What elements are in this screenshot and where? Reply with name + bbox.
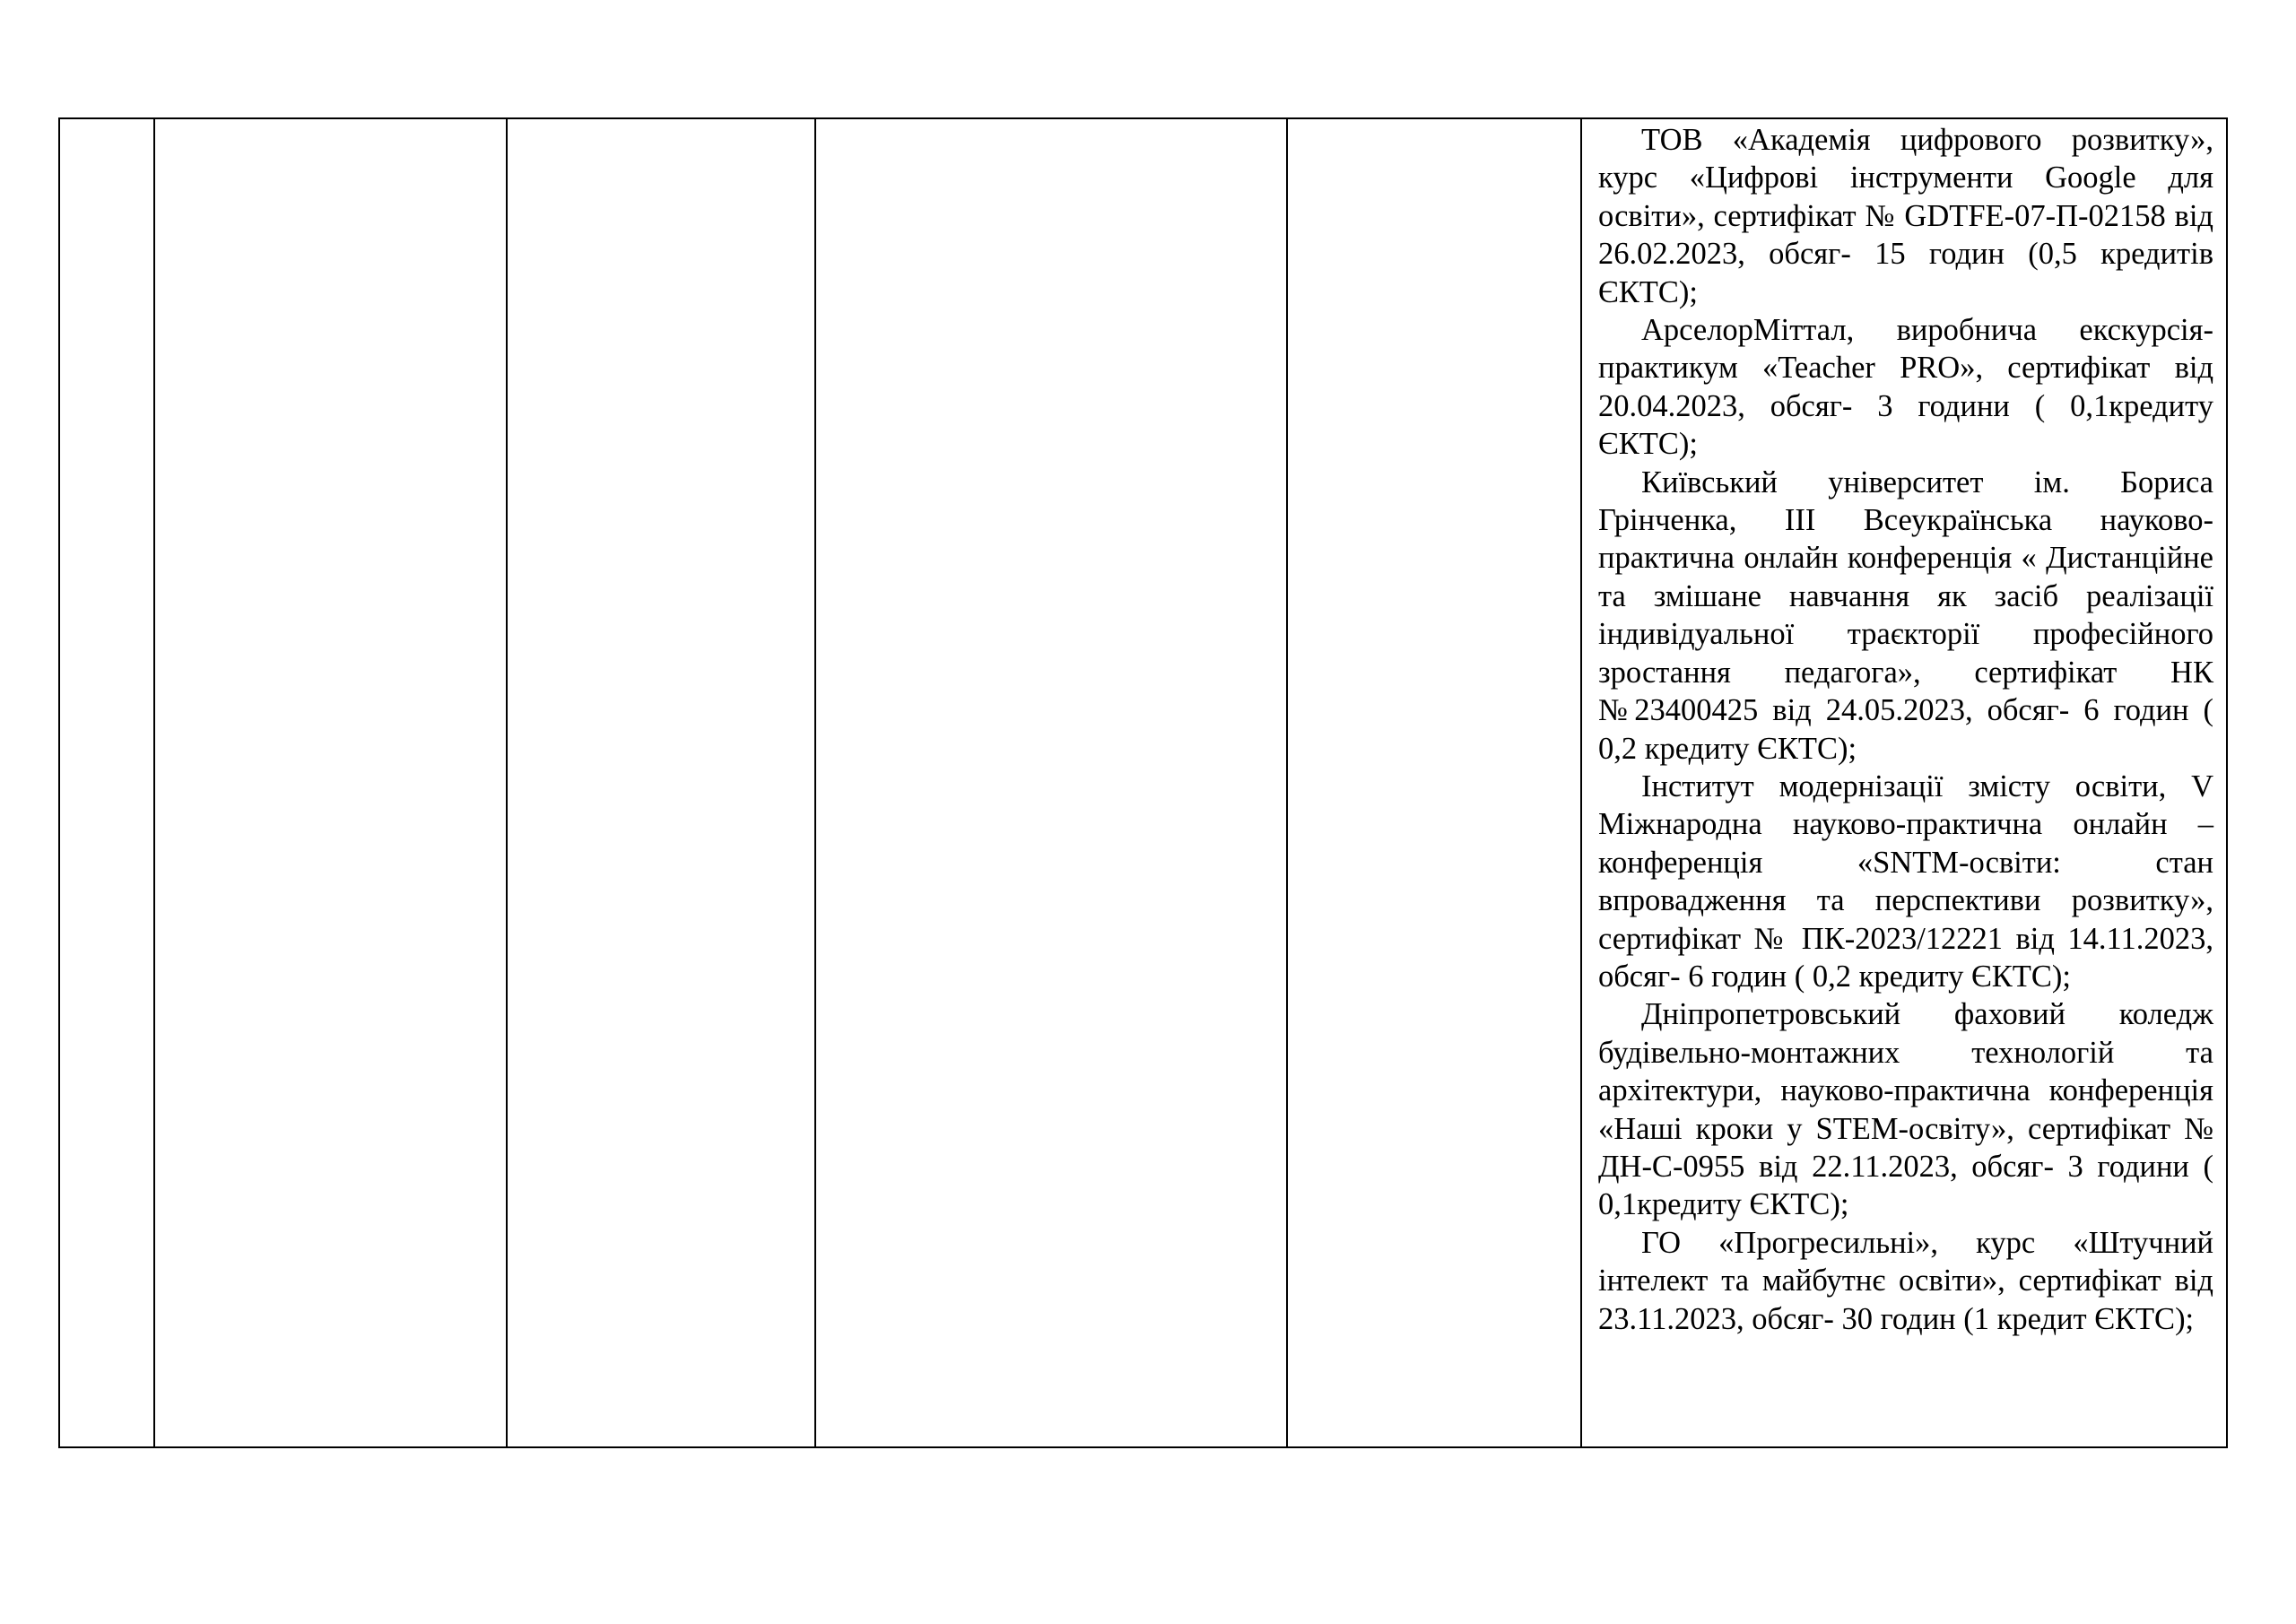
table-row bbox=[59, 118, 2227, 1447]
table-cell-experience bbox=[1287, 118, 1581, 1447]
table-cell-qualification-entries bbox=[1581, 118, 2227, 1447]
table-cell-position bbox=[507, 118, 815, 1447]
table-cell-education bbox=[815, 118, 1287, 1447]
list-item: Інститут модернізації змісту освіти, V Міжнародна науково-практична онлайн – конференція «SNTM-освіти: стан впровадження та перспективи розвитку», сертифікат № ПК-2023/12221 від 14.11.2023, обсяг- 6 годин ( 0,2 кредиту ЄКТС); bbox=[1598, 769, 2213, 994]
list-item: ГО «Прогресильні», курс «Штучний інтелект та майбутнє освіти», сертифікат від 23.11.2023, обсяг- 30 годин (1 кредит ЄКТС); bbox=[1598, 1225, 2213, 1336]
qualification-table bbox=[58, 117, 2228, 1448]
table-cell-name bbox=[154, 118, 507, 1447]
list-item: ТОВ «Академія цифрового розвитку», курс «Цифрові інструменти Google для освіти», сертифікат № GDTFE-07-П-02158 від 26.02.2023, обсяг- 15 годин (0,5 кредитів ЄКТС); bbox=[1598, 123, 2213, 309]
list-item: АрселорМіттал, виробнича екскурсія-практикум «Teacher PRO», сертифікат від 20.04.2023, обсяг- 3 години ( 0,1кредиту ЄКТС); bbox=[1598, 313, 2213, 462]
table-cell-number bbox=[59, 118, 154, 1447]
list-item: Дніпропетровський фаховий коледж будівельно-монтажних технологій та архітектури, науково-практична конференція «Наші кроки у STEM-освіту», сертифікат № ДН-С-0955 від 22.11.2023, обсяг- 3 години ( 0,1кредиту ЄКТС); bbox=[1598, 997, 2213, 1222]
list-item: Київський університет ім. Бориса Грінченка, ІІІ Всеукраїнська науково-практична онлайн конференція « Дистанційне та змішане навчання як засіб реалізації індивідуальної траєкторії професійного зростання педагога», сертифікат НК №23400425 від 24.05.2023, обсяг- 6 годин ( 0,2 кредиту ЄКТС); bbox=[1598, 465, 2213, 766]
